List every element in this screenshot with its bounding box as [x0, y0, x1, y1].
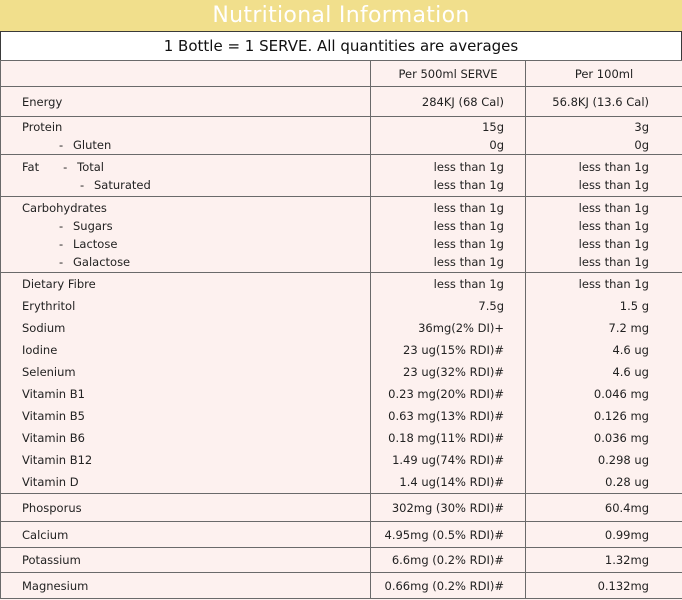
row-per100-value: 0.036 mg — [593, 431, 649, 445]
row-per100-value: 4.6 ug — [612, 343, 649, 357]
row-per100-value: 1.32mg — [604, 553, 649, 567]
row-label: Vitamin B1 — [22, 387, 85, 401]
row-label: Vitamin B6 — [22, 431, 85, 445]
table-row-energy — [1, 87, 682, 117]
dash: - — [59, 254, 64, 269]
row-serve-value: 36mg(2% DI)+ — [418, 321, 504, 335]
serving-note: 1 Bottle = 1 SERVE. All quantities are averages — [0, 31, 682, 61]
row-sub-serve-value: less than 1g — [433, 218, 504, 233]
row-label: Sodium — [22, 321, 66, 335]
table-row-fat — [1, 155, 682, 197]
row-per100-value: 60.4mg — [604, 500, 649, 515]
row-label: Calcium — [22, 527, 69, 542]
row-sub-label: Total — [77, 159, 104, 174]
table-row-magnesium — [1, 573, 682, 599]
header-name — [1, 61, 371, 87]
row-sub-label: Sugars — [73, 218, 113, 233]
row-label: Carbohydrates — [22, 200, 107, 215]
row-label: Dietary Fibre — [22, 277, 96, 291]
row-sub-serve-value: 0g — [489, 137, 504, 152]
row-per100-value: 1.5 g — [619, 299, 649, 313]
row-label: Energy — [22, 94, 63, 109]
row-sub-serve-value: less than 1g — [433, 159, 504, 174]
row-per100-value: 0.298 ug — [597, 453, 649, 467]
row-label: Potassium — [22, 553, 81, 567]
dash: - — [59, 137, 64, 152]
row-per100-value: 0.046 mg — [593, 387, 649, 401]
row-label: Magnesium — [22, 578, 89, 593]
row-serve-value: 15g — [482, 119, 504, 134]
row-per100-value: 7.2 mg — [608, 321, 649, 335]
nutrition-table — [0, 60, 682, 599]
row-sub-per100-value: less than 1g — [578, 236, 649, 251]
row-label: Protein — [22, 119, 63, 134]
row-serve-value: 23 ug(32% RDI)# — [403, 365, 504, 379]
table-row-phosporus — [1, 494, 682, 522]
page-title: Nutritional Information — [0, 0, 682, 32]
row-per100-value: 0.132mg — [597, 578, 649, 593]
row-per100-value: 56.8KJ (13.6 Cal) — [552, 94, 649, 109]
row-serve-value: 284KJ (68 Cal) — [421, 94, 504, 109]
row-label: Vitamin B5 — [22, 409, 85, 423]
row-label: Phosporus — [22, 500, 82, 515]
table-header-row — [1, 61, 682, 87]
row-sub-label: Saturated — [94, 177, 151, 192]
row-sub-label: Galactose — [73, 254, 131, 269]
row-sub-serve-value: less than 1g — [433, 177, 504, 192]
row-sub-serve-value: less than 1g — [433, 236, 504, 251]
row-label: Fat — [22, 159, 40, 174]
row-serve-value: 6.6mg (0.2% RDI)# — [391, 553, 504, 567]
row-label: Selenium — [22, 365, 76, 379]
row-sub-per100-value: less than 1g — [578, 177, 649, 192]
row-label: Vitamin B12 — [22, 453, 93, 467]
row-serve-value: 4.95mg (0.5% RDI)# — [384, 527, 504, 542]
table-row-protein — [1, 117, 682, 155]
row-sub-serve-value: less than 1g — [433, 254, 504, 269]
dash: - — [59, 218, 64, 233]
row-serve-value: 0.18 mg(11% RDI)# — [388, 431, 504, 445]
row-per100-value: 4.6 ug — [612, 365, 649, 379]
row-serve-value: less than 1g — [433, 200, 504, 215]
row-per100-value: 0.28 ug — [605, 475, 649, 489]
row-per100-value: less than 1g — [578, 200, 649, 215]
row-sub-label: Gluten — [73, 137, 112, 152]
row-sub-per100-value: less than 1g — [578, 218, 649, 233]
header-per-100: Per 100ml — [526, 61, 682, 87]
row-serve-value: 1.49 ug(74% RDI)# — [392, 453, 504, 467]
row-per100-value: 0.126 mg — [593, 409, 649, 423]
row-sub-per100-value: less than 1g — [578, 159, 649, 174]
row-serve-value: 1.4 ug(14% RDI)# — [399, 475, 504, 489]
row-label: Erythritol — [22, 299, 76, 313]
row-sub-per100-value: 0g — [634, 137, 649, 152]
row-serve-value: 0.63 mg(13% RDI)# — [388, 409, 504, 423]
row-serve-value: less than 1g — [433, 277, 504, 291]
table-row-carbohydrates — [1, 197, 682, 273]
row-label: Vitamin D — [22, 475, 79, 489]
header-per-serve: Per 500ml SERVE — [371, 61, 526, 87]
dash: - — [59, 236, 64, 251]
table-row-group — [1, 273, 682, 494]
row-serve-value: 302mg (30% RDI)# — [391, 500, 504, 515]
dash: - — [80, 177, 85, 192]
row-per100-value: less than 1g — [578, 277, 649, 291]
table-row-calcium — [1, 522, 682, 548]
row-serve-value: 0.23 mg(20% RDI)# — [388, 387, 504, 401]
row-per100-value: 0.99mg — [604, 527, 649, 542]
row-serve-value: 7.5g — [478, 299, 504, 313]
row-label: Iodine — [22, 343, 58, 357]
row-sub-label: Lactose — [73, 236, 118, 251]
row-sub-per100-value: less than 1g — [578, 254, 649, 269]
row-serve-value: 23 ug(15% RDI)# — [403, 343, 504, 357]
row-per100-value: 3g — [634, 119, 649, 134]
table-row-potassium — [1, 548, 682, 573]
row-serve-value: 0.66mg (0.2% RDI)# — [384, 578, 504, 593]
dash: - — [63, 159, 68, 174]
